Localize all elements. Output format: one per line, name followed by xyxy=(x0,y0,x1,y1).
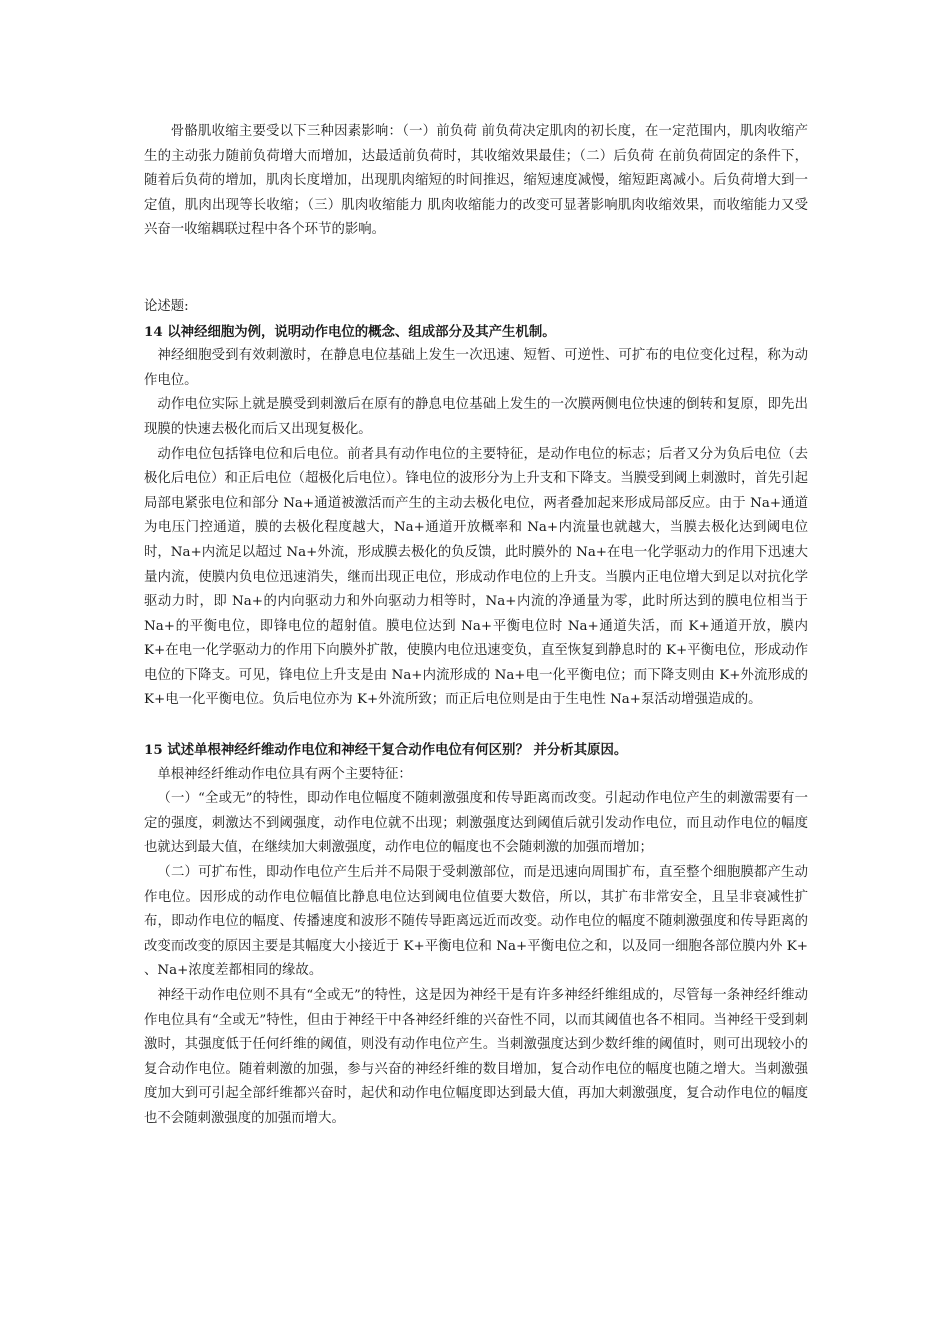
q14-paragraph-3: 动作电位包括锋电位和后电位。前者具有动作电位的主要特征，是动作电位的标志；后者又分为负后电位（去极化后电位）和正后电位（超极化后电位）。锋电位的波形分为上升支和下降支。当膜受到阈上刺激时，首先引起局部电紧张电位和部分 Na+通道被激活而产生的主动去极化电位，两者叠加起来形成局部反应。由于 Na+通道为电压门控通道，膜的去极化程度越大，Na+通道开放概率和 Na+内流量也就越大，当膜去极化达到阈电位时，Na+内流足以超过 Na+外流，形成膜去极化的负反馈，此时膜外的 Na+在电一化学驱动力的作用下迅速大量内流，使膜内负电位迅速消失，继而出现正电位，形成动作电位的上升支。当膜内正电位增大到足以对抗化学驱动力时，即 Na+的内向驱动力和外向驱动力相等时，Na+内流的净通量为零，此时所达到的膜电位相当于 Na+的平衡电位，即锋电位的超射值。膜电位达到 Na+平衡电位时 Na+通道失活，而 K+通道开放，膜内 K+在电一化学驱动力的作用下向膜外扩散，使膜内电位迅速变负，直至恢复到静息时的 K+平衡电位，形成动作电位的下降支。可见，锋电位上升支是由 Na+内流形成的 Na+电一化平衡电位；而下降支则由 K+外流形成的 K+电一化平衡电位。负后电位亦为 K+外流所致；而正后电位则是由于生电性 Na+泵活动增强造成的。 xyxy=(144,446,808,708)
q15-paragraph-3: （二）可扩布性，即动作电位产生后并不局限于受刺激部位，而是迅速向周围扩布，直至整个细胞膜都产生动作电位。因形成的动作电位幅值比静息电位达到阈电位值要大数倍，所以，其扩布非常安全，且呈非衰减性扩布，即动作电位的幅度、传播速度和波形不随传导距离远近而改变。动作电位的幅度不随刺激强度和传导距离的改变而改变的原因主要是其幅度大小接近于 K+平衡电位和 Na+平衡电位之和，以及同一细胞各部位膜内外 K+ 、Na+浓度差都相同的缘故。 xyxy=(144,865,808,979)
q15-paragraph-4: 神经干动作电位则不具有“全或无”的特性，这是因为神经干是有许多神经纤维组成的，尽管每一条神经纤维动作电位具有“全或无”特性，但由于神经干中各神经纤维的兴奋性不同，以而其阈值也各不相同。当神经干受到刺激时，其强度低于任何纤维的阈值，则没有动作电位产生。当刺激强度达到少数纤维的阈值时，则可出现较小的复合动作电位。随着刺激的加强，参与兴奋的神经纤维的数目增加，复合动作电位的幅度也随之增大。当刺激强度加大到可引起全部纤维都兴奋时，起伏和动作电位幅度即达到最大值，再加大刺激强度，复合动作电位的幅度也不会随刺激强度的加强而增大。 xyxy=(144,988,808,1126)
q14-paragraph-1: 神经细胞受到有效刺激时，在静息电位基础上发生一次迅速、短暂、可逆性、可扩布的电位变化过程，称为动作电位。 xyxy=(144,348,808,388)
document-page xyxy=(144,120,808,1132)
q14-paragraph-2: 动作电位实际上就是膜受到刺激后在原有的静息电位基础上发生的一次膜两侧电位快速的倒转和复原，即先出现膜的快速去极化而后又出现复极化。 xyxy=(144,397,808,437)
question-15-title: 15 试述单根神经纤维动作电位和神经干复合动作电位有何区别？ 并分析其原因。 xyxy=(144,742,628,759)
q15-paragraph-1: 单根神经纤维动作电位具有两个主要特征： xyxy=(157,766,412,782)
intro-paragraph: 骨骼肌收缩主要受以下三种因素影响：（一）前负荷 前负荷决定肌肉的初长度，在一定范围内，肌肉收缩产生的主动张力随前负荷增大而增加，达最适前负荷时，其收缩效果最佳；（二）后负荷 在前负荷固定的条件下，随着后负荷的增加，肌肉长度增加，出现肌肉缩短的时间推迟，缩短速度减慢，缩短距离减小。后负荷增大到一定值，肌肉出现等长收缩；（三）肌肉收缩能力 肌肉收缩能力的改变可显著影响肌肉收缩效果，而收缩能力又受兴奋一收缩耦联过程中各个环节的影响。 xyxy=(144,124,808,238)
question-14-title: 14 以神经细胞为例，说明动作电位的概念、组成部分及其产生机制。 xyxy=(144,323,556,340)
section-label: 论述题: xyxy=(144,298,189,314)
q15-paragraph-2: （一）“全或无”的特性，即动作电位幅度不随刺激强度和传导距离而改变。引起动作电位产生的刺激需要有一定的强度，刺激达不到阈强度，动作电位就不出现；刺激强度达到阈值后就引发动作电位，而且动作电位的幅度也就达到最大值，在继续加大刺激强度，动作电位的幅度也不会随刺激的加强而增加； xyxy=(144,791,808,856)
spacer xyxy=(144,713,808,738)
spacer xyxy=(144,243,808,295)
